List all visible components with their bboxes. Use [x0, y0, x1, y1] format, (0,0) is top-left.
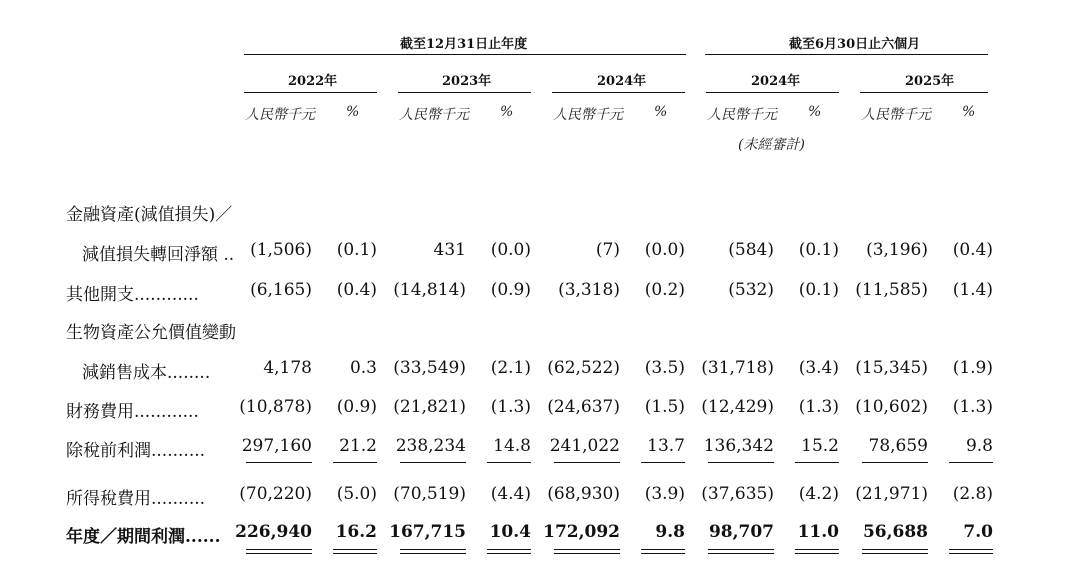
cell-r8-c3: 10.4	[489, 522, 531, 542]
row-label-profit: 年度／期間利潤......	[66, 527, 221, 547]
unit-rmb-2024: 人民幣千元	[553, 107, 623, 123]
drule-profit-2	[400, 549, 466, 554]
cell-r1-c1: (0.1)	[336, 240, 377, 260]
cell-r5-c3: (1.3)	[490, 397, 531, 417]
cell-r5-c8: (10,602)	[855, 397, 928, 417]
rule-group-year	[244, 54, 686, 55]
unaudited-note: (未經審計)	[738, 137, 805, 153]
rule-pbt-0	[246, 462, 312, 463]
cell-r4-c1: 0.3	[349, 358, 377, 378]
cell-r4-c4: (62,522)	[547, 358, 620, 378]
cell-r6-c6: 136,342	[703, 436, 774, 456]
unit-pct-2024: %	[654, 104, 668, 120]
cell-r5-c6: (12,429)	[701, 397, 774, 417]
row-label-finance-costs: 財務費用............	[66, 402, 199, 422]
cell-r1-c3: (0.0)	[490, 240, 531, 260]
cell-r8-c8: 56,688	[862, 522, 928, 542]
rule-pbt-9	[949, 462, 993, 463]
cell-r6-c8: 78,659	[868, 436, 928, 456]
cell-r5-c5: (1.5)	[644, 397, 685, 417]
unit-pct-2024-half: %	[808, 104, 822, 120]
cell-r8-c7: 11.0	[797, 522, 839, 542]
cell-r8-c6: 98,707	[708, 522, 774, 542]
cell-r2-c5: (0.2)	[644, 280, 685, 300]
cell-r6-c4: 241,022	[549, 436, 620, 456]
unit-rmb-2022: 人民幣千元	[245, 107, 315, 123]
year-2024-half: 2024年	[751, 74, 801, 89]
cell-r7-c4: (68,930)	[547, 484, 620, 504]
header-group-year: 截至12月31日止年度	[400, 37, 528, 52]
unit-pct-2022: %	[346, 104, 360, 120]
drule-profit-4	[554, 549, 620, 554]
rule-pbt-3	[487, 462, 531, 463]
cell-r7-c1: (5.0)	[336, 484, 377, 504]
cell-r8-c5: 9.8	[655, 522, 685, 542]
row-label-bio-assets-2: 減銷售成本........	[82, 363, 211, 383]
cell-r4-c0: 4,178	[263, 358, 312, 378]
year-2025-half: 2025年	[905, 74, 955, 89]
cell-r7-c3: (4.4)	[490, 484, 531, 504]
cell-r1-c0: (1,506)	[250, 240, 312, 260]
drule-profit-7	[795, 549, 839, 554]
year-2024: 2024年	[597, 74, 647, 89]
unit-rmb-2025-half: 人民幣千元	[861, 107, 931, 123]
cell-r7-c2: (70,519)	[393, 484, 466, 504]
rule-pbt-5	[641, 462, 685, 463]
cell-r4-c2: (33,549)	[393, 358, 466, 378]
cell-r7-c5: (3.9)	[644, 484, 685, 504]
cell-r1-c9: (0.4)	[952, 240, 993, 260]
cell-r2-c6: (532)	[728, 280, 774, 300]
unit-rmb-2023: 人民幣千元	[399, 107, 469, 123]
cell-r5-c0: (10,878)	[239, 397, 312, 417]
cell-r8-c0: 226,940	[235, 522, 312, 542]
cell-r5-c2: (21,821)	[393, 397, 466, 417]
cell-r6-c5: 13.7	[647, 436, 685, 456]
cell-r6-c9: 9.8	[965, 436, 993, 456]
year-2022: 2022年	[288, 74, 338, 89]
rule-pbt-1	[333, 462, 377, 463]
row-label-impairment-2: 減值損失轉回淨額 ..	[82, 245, 235, 265]
cell-r2-c0: (6,165)	[250, 280, 312, 300]
cell-r2-c1: (0.4)	[336, 280, 377, 300]
row-label-income-tax: 所得稅費用..........	[66, 489, 206, 509]
cell-r2-c7: (0.1)	[798, 280, 839, 300]
rule-2022	[244, 92, 377, 93]
unit-pct-2023: %	[500, 104, 514, 120]
cell-r7-c0: (70,220)	[239, 484, 312, 504]
unit-pct-2025-half: %	[962, 104, 976, 120]
unit-rmb-2024-half: 人民幣千元	[707, 107, 777, 123]
year-2023: 2023年	[442, 74, 492, 89]
rule-2024	[552, 92, 685, 93]
cell-r5-c4: (24,637)	[547, 397, 620, 417]
cell-r8-c2: 167,715	[389, 522, 466, 542]
cell-r7-c7: (4.2)	[798, 484, 839, 504]
drule-profit-1	[333, 549, 377, 554]
cell-r2-c2: (14,814)	[393, 280, 466, 300]
cell-r7-c8: (21,971)	[855, 484, 928, 504]
cell-r2-c3: (0.9)	[490, 280, 531, 300]
drule-profit-6	[708, 549, 774, 554]
cell-r1-c6: (584)	[728, 240, 774, 260]
row-label-other-expenses: 其他開支............	[66, 285, 199, 305]
row-label-bio-assets-1: 生物資產公允價值變動	[66, 323, 236, 343]
cell-r4-c7: (3.4)	[798, 358, 839, 378]
cell-r1-c2: 431	[433, 240, 466, 260]
cell-r4-c8: (15,345)	[855, 358, 928, 378]
drule-profit-9	[949, 549, 993, 554]
row-label-impairment-1: 金融資產(減值損失)／	[66, 205, 233, 225]
cell-r6-c7: 15.2	[801, 436, 839, 456]
cell-r1-c5: (0.0)	[644, 240, 685, 260]
cell-r4-c9: (1.9)	[952, 358, 993, 378]
cell-r2-c4: (3,318)	[558, 280, 620, 300]
cell-r6-c2: 238,234	[395, 436, 466, 456]
rule-2023	[398, 92, 531, 93]
cell-r6-c3: 14.8	[493, 436, 531, 456]
rule-pbt-6	[708, 462, 774, 463]
rule-group-half	[705, 54, 988, 55]
cell-r2-c9: (1.4)	[952, 280, 993, 300]
rule-pbt-7	[795, 462, 839, 463]
rule-2025-half	[860, 92, 988, 93]
cell-r8-c9: 7.0	[963, 522, 993, 542]
cell-r8-c4: 172,092	[543, 522, 620, 542]
cell-r1-c8: (3,196)	[866, 240, 928, 260]
rule-pbt-2	[400, 462, 466, 463]
header-group-half: 截至6月30日止六個月	[789, 37, 921, 52]
cell-r5-c1: (0.9)	[336, 397, 377, 417]
cell-r6-c1: 21.2	[339, 436, 377, 456]
cell-r7-c6: (37,635)	[701, 484, 774, 504]
cell-r1-c4: (7)	[595, 240, 620, 260]
cell-r2-c8: (11,585)	[855, 280, 928, 300]
cell-r5-c7: (1.3)	[798, 397, 839, 417]
drule-profit-0	[246, 549, 312, 554]
cell-r5-c9: (1.3)	[952, 397, 993, 417]
drule-profit-3	[487, 549, 531, 554]
cell-r6-c0: 297,160	[241, 436, 312, 456]
cell-r4-c5: (3.5)	[644, 358, 685, 378]
rule-pbt-8	[862, 462, 928, 463]
rule-pbt-4	[554, 462, 620, 463]
cell-r7-c9: (2.8)	[952, 484, 993, 504]
cell-r1-c7: (0.1)	[798, 240, 839, 260]
row-label-profit-before-tax: 除稅前利潤..........	[66, 441, 206, 461]
drule-profit-5	[641, 549, 685, 554]
rule-2024-half	[706, 92, 839, 93]
drule-profit-8	[862, 549, 928, 554]
cell-r4-c6: (31,718)	[701, 358, 774, 378]
cell-r4-c3: (2.1)	[490, 358, 531, 378]
cell-r8-c1: 16.2	[335, 522, 377, 542]
